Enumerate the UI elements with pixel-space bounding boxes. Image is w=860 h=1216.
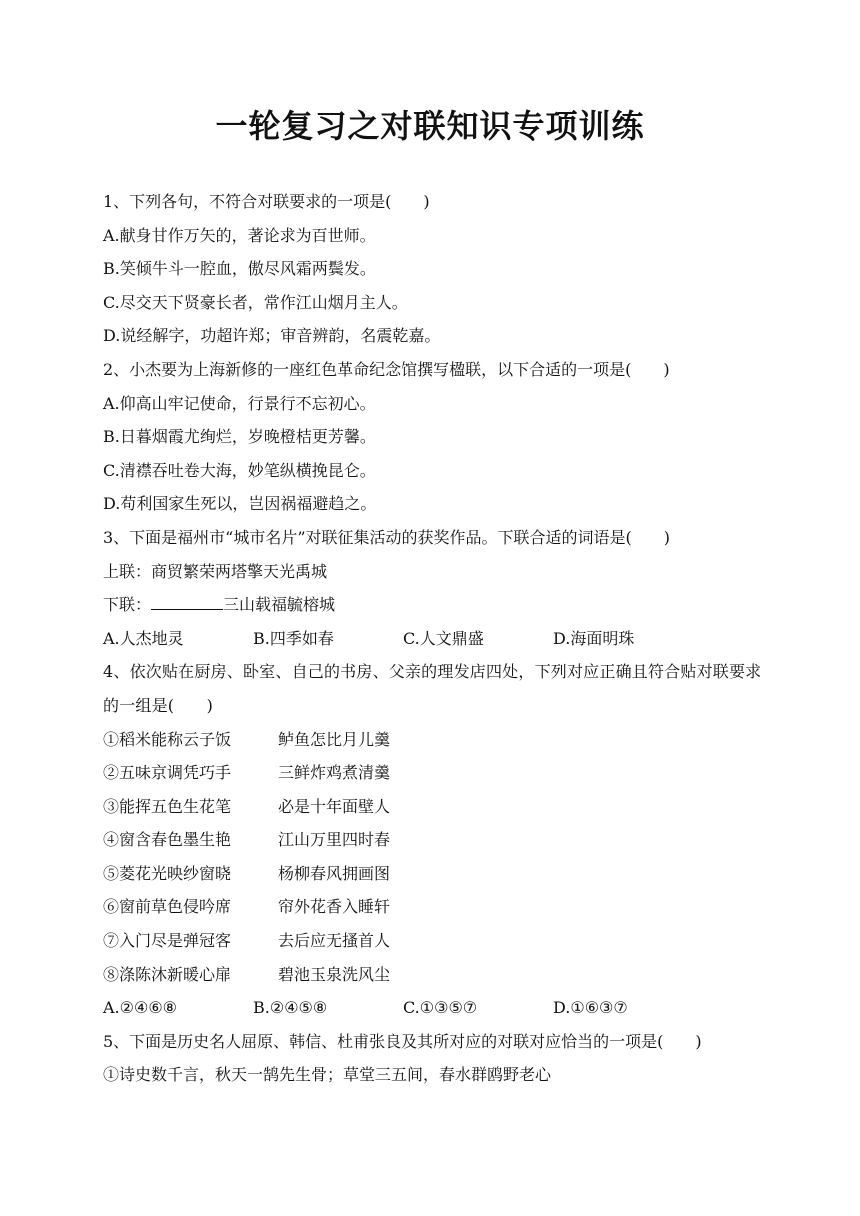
couplet-lower: 杨柳春风拥画图 xyxy=(278,863,391,883)
couplet-upper: ③能挥五色生花笔 xyxy=(103,796,232,816)
question-4-option-a: A.②④⑥⑧ xyxy=(103,998,178,1018)
question-1-option-c: C.尽交天下贤豪长者，常作江山烟月主人。 xyxy=(103,292,408,312)
couplet-lower: 碧池玉泉洗风尘 xyxy=(278,964,391,984)
couplet-lower: 帘外花香入睡轩 xyxy=(278,897,391,917)
question-1-option-d: D.说经解字，功超许郑；审音辨韵，名震乾嘉。 xyxy=(103,326,441,346)
question-3-upper-couplet: 上联：商贸繁荣两塔擎天光禹城 xyxy=(103,561,328,581)
couplet-upper: ④窗含春色墨生艳 xyxy=(103,830,232,850)
couplet-upper: ⑧涤陈沐新暖心扉 xyxy=(103,964,232,984)
question-4-options xyxy=(103,991,763,1025)
question-3-option-b: B.四季如春 xyxy=(253,628,334,648)
document-body xyxy=(103,185,763,1092)
question-4-stem: 4、依次贴在厨房、卧室、自己的书房、父亲的理发店四处，下列对应正确且符合贴对联要求的一组是( ) xyxy=(103,662,762,715)
couplet-lower: 必是十年面壁人 xyxy=(278,796,391,816)
couplet-upper: ①稻米能称云子饭 xyxy=(103,729,232,749)
couplet-lower: 去后应无搔首人 xyxy=(278,931,391,951)
couplet-lower: 江山万里四时春 xyxy=(278,830,391,850)
question-1-option-a: A.献身甘作万矢的，著论求为百世师。 xyxy=(103,225,376,245)
couplet-upper: ⑦入门尽是弹冠客 xyxy=(103,931,232,951)
couplet-lower: 三鲜炸鸡煮清羹 xyxy=(278,763,391,783)
question-5-item-1: ①诗史数千言，秋天一鹄先生骨；草堂三五间，春水群鸥野老心 xyxy=(103,1065,552,1085)
lower-couplet-prefix: 下联： xyxy=(103,595,152,615)
couplet-pair-6 xyxy=(103,890,763,924)
couplet-upper: ⑤菱花光映纱窗晓 xyxy=(103,863,232,883)
question-3-lower-couplet xyxy=(103,588,763,622)
question-4-option-c: C.①③⑤⑦ xyxy=(403,998,478,1018)
couplet-pair-1 xyxy=(103,723,763,757)
answer-blank[interactable] xyxy=(151,595,223,610)
question-2-option-b: B.日暮烟霞尤绚烂，岁晚橙桔更芳馨。 xyxy=(103,427,376,447)
question-3-option-a: A.人杰地灵 xyxy=(103,628,184,648)
couplet-pair-5 xyxy=(103,857,763,891)
question-2-option-a: A.仰高山牢记使命，行景行不忘初心。 xyxy=(103,393,376,413)
question-4-option-b: B.②④⑤⑧ xyxy=(253,998,328,1018)
question-1-option-b: B.笑倾牛斗一腔血，傲尽风霜两鬓发。 xyxy=(103,259,376,279)
couplet-lower: 鲈鱼怎比月儿羹 xyxy=(278,729,391,749)
question-1-stem: 1、下列各句，不符合对联要求的一项是( ) xyxy=(103,192,430,211)
couplet-upper: ⑥窗前草色侵吟席 xyxy=(103,897,232,917)
question-2-option-c: C.清襟吞吐卷大海，妙笔纵横挽昆仑。 xyxy=(103,460,376,480)
question-5-stem: 5、下面是历史名人屈原、韩信、杜甫张良及其所对应的对联对应恰当的一项是( ) xyxy=(103,1031,702,1051)
couplet-pair-8 xyxy=(103,958,763,992)
question-3-option-c: C.人文鼎盛 xyxy=(403,628,484,648)
couplet-pair-2 xyxy=(103,756,763,790)
lower-couplet-suffix: 三山载福毓榕城 xyxy=(223,595,336,615)
question-4-option-d: D.①⑥③⑦ xyxy=(553,998,628,1018)
question-2-option-d: D.苟利国家生死以，岂因祸福避趋之。 xyxy=(103,494,377,514)
page-title: 一轮复习之对联知识专项训练 xyxy=(215,107,645,145)
couplet-pair-4 xyxy=(103,823,763,857)
couplet-pair-3 xyxy=(103,790,763,824)
question-3-options xyxy=(103,622,763,656)
question-3-stem: 3、下面是福州市“城市名片”对联征集活动的获奖作品。下联合适的词语是( ) xyxy=(103,527,671,547)
question-3-option-d: D.海面明珠 xyxy=(553,628,635,648)
couplet-upper: ②五味京调凭巧手 xyxy=(103,763,232,783)
couplet-pair-7 xyxy=(103,924,763,958)
question-2-stem: 2、小杰要为上海新修的一座红色革命纪念馆撰写楹联，以下合适的一项是( ) xyxy=(103,359,670,379)
